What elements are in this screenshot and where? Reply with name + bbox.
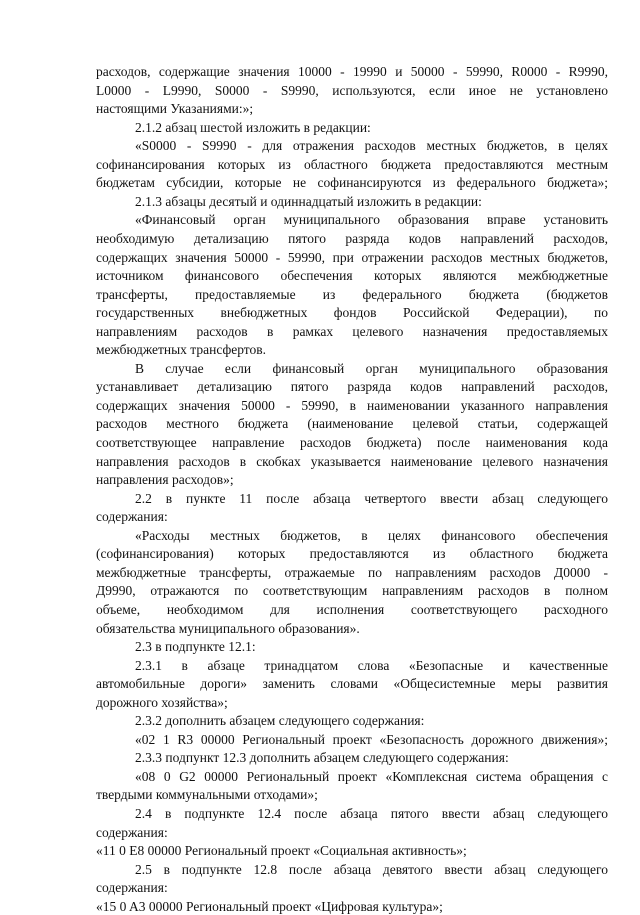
text-line: «Финансовый орган муниципального образования вправе установить	[135, 212, 608, 228]
text-line: объеме, необходимом для исполнения соответствующего расходного	[96, 601, 608, 617]
text-line: «11 0 E8 00000 Региональный проект «Социальная активность»;	[96, 843, 467, 859]
text-line: направления расходов»;	[96, 472, 234, 488]
text-line: автомобильные дороги» заменить словами «Общесистемные меры развития	[96, 676, 608, 692]
text-line: расходов, содержащие значения 10000 - 19990 и 50000 - 59990, R0000 - R9990,	[96, 64, 608, 79]
text-line: В случае если финансовый орган муниципального образования	[135, 360, 608, 376]
text-line: твердыми коммунальными отходами»;	[96, 787, 318, 803]
text-line: 2.2 в пункте 11 после абзаца четвертого ввести абзац следующего	[135, 490, 608, 506]
text-line: соответствующее направление расходов бюджета) после наименования кода	[96, 435, 608, 450]
text-line: направлениям расходов в рамках целевого назначения предоставляемых	[96, 323, 608, 339]
text-line: 2.1.3 абзацы десятый и одиннадцатый изложить в редакции:	[135, 193, 482, 209]
text-line: необходимую детализацию пятого разряда кодов направлений расходов,	[96, 230, 608, 246]
text-line: содержания:	[96, 880, 168, 896]
text-line: содержащих значения 50000 - 59990, в наименовании указанного направления	[96, 397, 608, 413]
text-line: обязательства муниципального образования».	[96, 620, 360, 636]
text-line: 2.3 в подпункте 12.1:	[135, 639, 256, 655]
text-line: направления расходов в скобках указывается наименование целевого назначения	[96, 453, 608, 469]
text-line: межбюджетных трансфертов.	[96, 342, 267, 358]
text-line: Д9990, отражаются по соответствующим направлениям расходов в полном	[96, 583, 608, 599]
text-line: дорожного хозяйства»;	[96, 694, 228, 710]
text-line: «Расходы местных бюджетов, в целях финансового обеспечения	[135, 527, 608, 543]
text-line: содержания:	[96, 824, 168, 840]
text-line: «15 0 A3 00000 Региональный проект «Цифровая культура»;	[96, 898, 443, 914]
text-line: бюджетам субсидии, которые не софинансируются из федерального бюджета»;	[96, 175, 608, 191]
text-line: софинансирования которых из областного бюджета предоставляются местным	[96, 156, 608, 172]
text-line: 2.5 в подпункте 12.8 после абзаца девятого ввести абзац следующего	[135, 861, 608, 877]
text-line: межбюджетные трансферты, отражаемые по направлениям расходов Д0000 -	[96, 564, 608, 580]
text-line: государственных внебюджетных фондов Российской Федерации), по	[96, 305, 608, 321]
text-line: (софинансирования) которых предоставляются из областного бюджета	[96, 546, 608, 562]
text-line: содержащих значения 50000 - 59990, при отражении расходов местных бюджетов,	[96, 249, 608, 265]
text-line: 2.3.3 подпункт 12.3 дополнить абзацем следующего содержания:	[135, 750, 509, 766]
text-line: 2.3.1 в абзаце тринадцатом слова «Безопасные и качественные	[135, 657, 608, 673]
text-line: источником финансового обеспечения которых являются межбюджетные	[96, 268, 608, 284]
text-line: 2.4 в подпункте 12.4 после абзаца пятого ввести абзац следующего	[135, 806, 608, 821]
text-line: трансферты, предоставляемые из федерального бюджета (бюджетов	[96, 286, 608, 302]
text-line: устанавливает детализацию пятого разряда кодов направлений расходов,	[96, 379, 608, 395]
text-line: настоящими Указаниями:»;	[96, 101, 254, 117]
text-line: 2.3.2 дополнить абзацем следующего содержания:	[135, 713, 425, 729]
text-line: «02 1 R3 00000 Региональный проект «Безопасность дорожного движения»;	[135, 731, 608, 747]
text-line: «08 0 G2 00000 Региональный проект «Комплексная система обращения с	[135, 768, 608, 784]
text-line: 2.1.2 абзац шестой изложить в редакции:	[135, 119, 371, 135]
text-line: содержания:	[96, 509, 168, 525]
text-line: расходов местного бюджета (наименование целевой статьи, содержащей	[96, 416, 608, 432]
text-line: «S0000 - S9990 - для отражения расходов местных бюджетов, в целях	[135, 138, 608, 154]
text-line: L0000 - L9990, S0000 - S9990, используются, если иное не установлено	[96, 82, 608, 98]
